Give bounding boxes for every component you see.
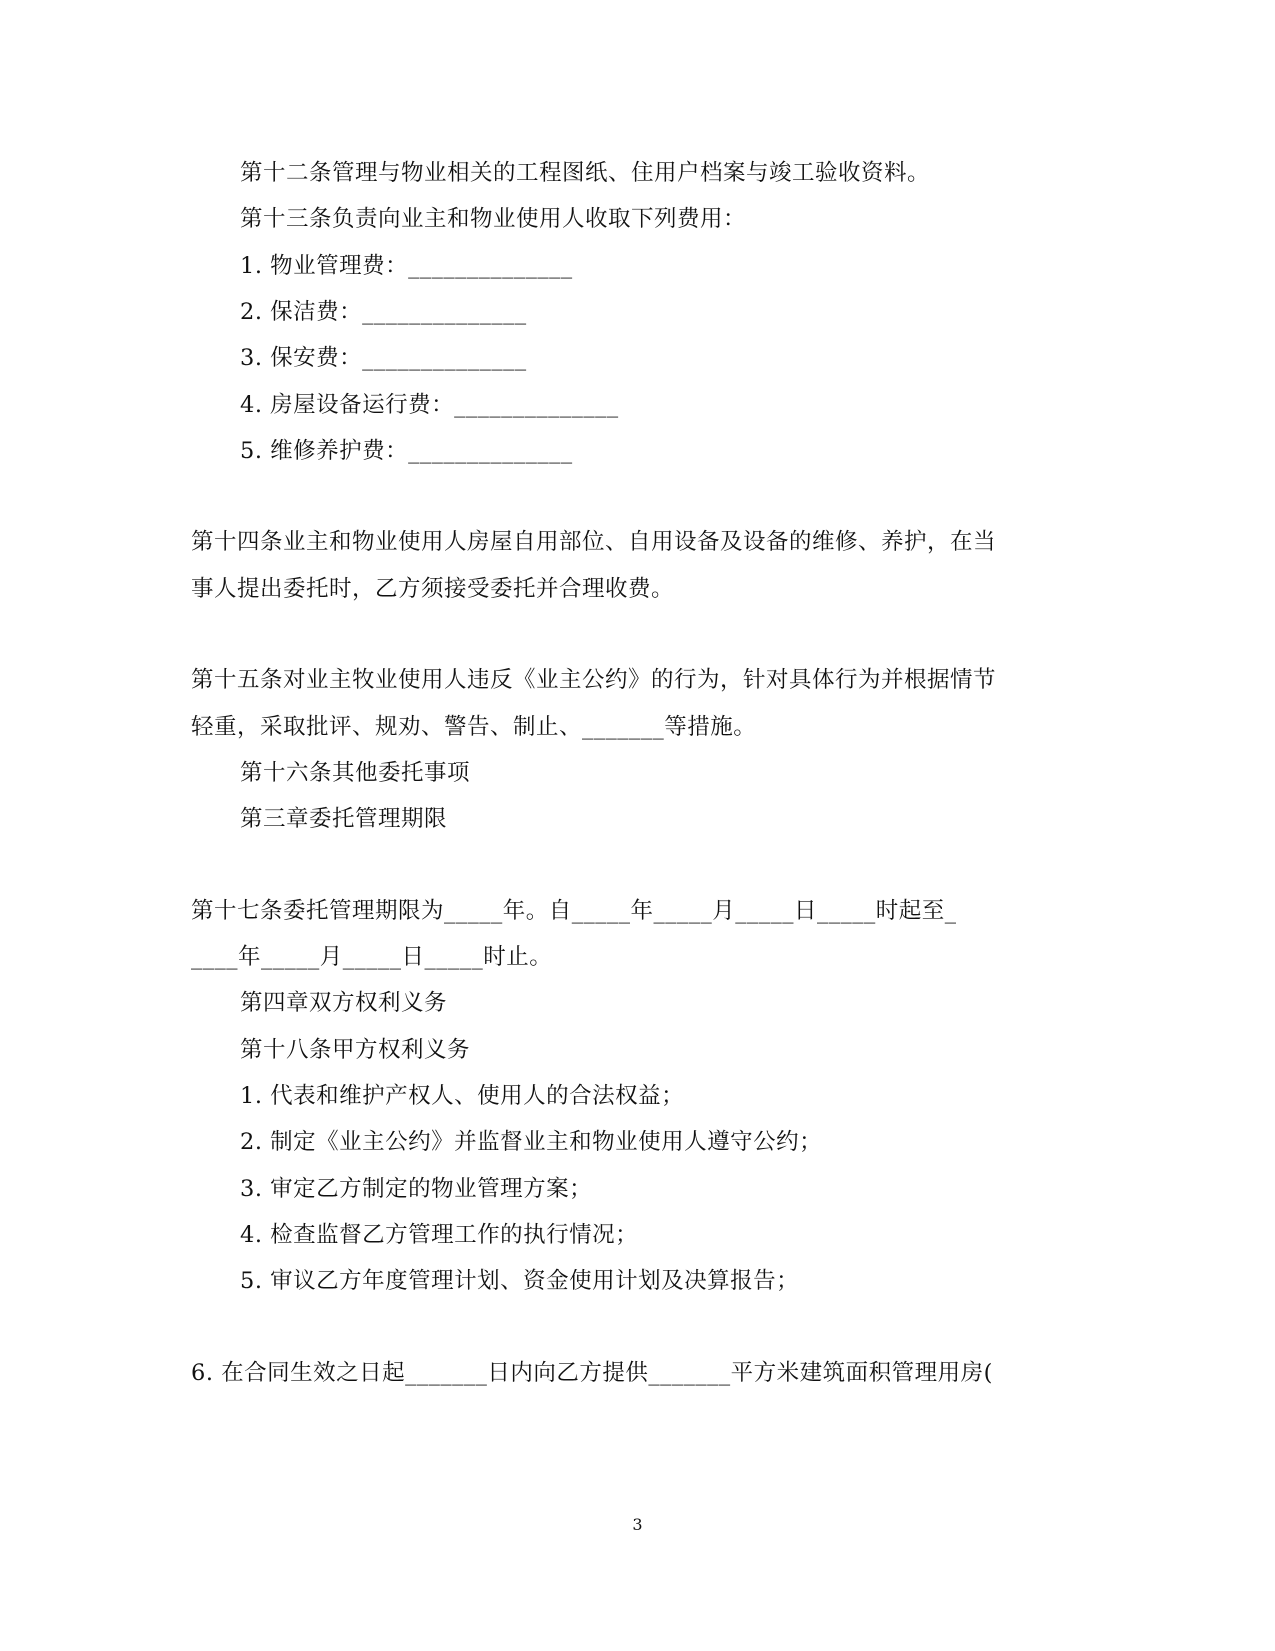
article-16: 第十六条其他委托事项: [240, 760, 471, 786]
page-number: 3: [632, 1515, 643, 1534]
article-18: 第十八条甲方权利义务: [240, 1037, 471, 1063]
article-15-line-1: 第十五条对业主牧业使用人违反《业主公约》的行为，针对具体行为并根据情节: [191, 667, 997, 693]
fee-item-4: 4. 房屋设备运行费：______________: [240, 392, 619, 418]
article-13: 第十三条负责向业主和物业使用人收取下列费用：: [240, 206, 747, 232]
article-14-line-1: 第十四条业主和物业使用人房屋自用部位、自用设备及设备的维修、养护，在当: [191, 529, 997, 555]
fee-item-5: 5. 维修养护费：______________: [240, 438, 573, 464]
chapter-3-heading: 第三章委托管理期限: [240, 806, 448, 832]
right-item-4: 4. 检查监督乙方管理工作的执行情况；: [240, 1222, 639, 1248]
right-item-2: 2. 制定《业主公约》并监督业主和物业使用人遵守公约；: [240, 1129, 823, 1155]
right-item-6: 6. 在合同生效之日起_______日内向乙方提供_______平方米建筑面积管理用房(: [191, 1360, 993, 1386]
article-17-line-1: 第十七条委托管理期限为_____年。自_____年_____月_____日_____时起至_: [191, 898, 957, 924]
right-item-5: 5. 审议乙方年度管理计划、资金使用计划及决算报告；: [240, 1268, 800, 1294]
article-15-line-2: 轻重，采取批评、规劝、警告、制止、_______等措施。: [191, 714, 757, 740]
article-17-line-2: ____年_____月_____日_____时止。: [191, 944, 553, 970]
right-item-1: 1. 代表和维护产权人、使用人的合法权益；: [240, 1083, 685, 1109]
chapter-4-heading: 第四章双方权利义务: [240, 990, 448, 1016]
article-14-line-2: 事人提出委托时，乙方须接受委托并合理收费。: [191, 576, 675, 602]
fee-item-2: 2. 保洁费：______________: [240, 299, 527, 325]
fee-item-1: 1. 物业管理费：______________: [240, 253, 573, 279]
fee-item-3: 3. 保安费：______________: [240, 345, 527, 371]
right-item-3: 3. 审定乙方制定的物业管理方案；: [240, 1176, 593, 1202]
article-12: 第十二条管理与物业相关的工程图纸、住用户档案与竣工验收资料。: [240, 160, 931, 186]
